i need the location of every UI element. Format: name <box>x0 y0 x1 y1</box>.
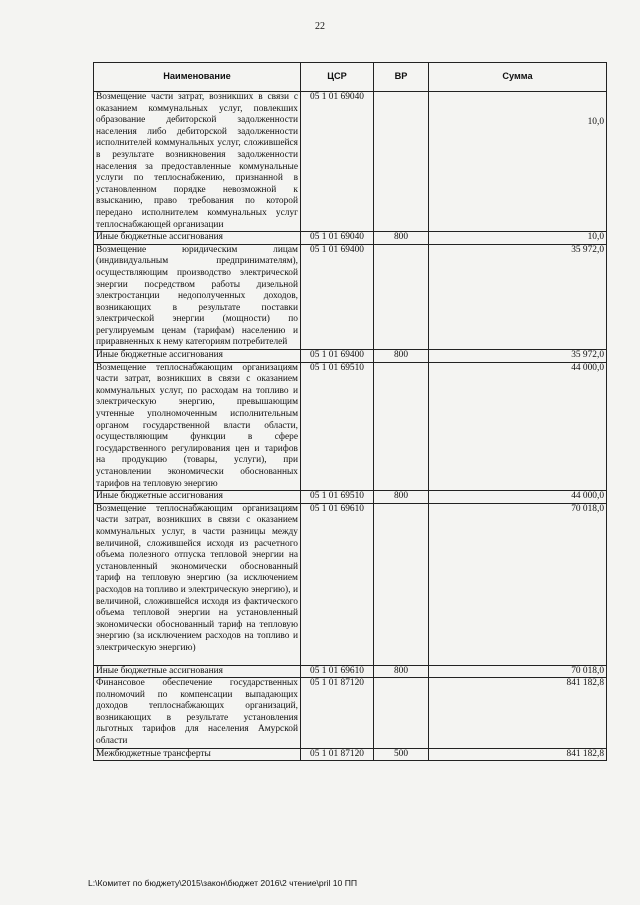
header-vr: ВР <box>374 63 429 92</box>
row-vr: 800 <box>374 350 429 363</box>
table-row <box>94 665 607 678</box>
page-number: 22 <box>315 21 325 32</box>
footer-file-path: L:\Комитет по бюджету\2015\закон\бюджет 2016\2 чтение\pril 10 ПП <box>88 878 358 888</box>
row-csr: 05 1 01 69040 <box>301 92 374 232</box>
row-name: Возмещение теплоснабжающим организациям части затрат, возникших в связи с оказанием коммунальных услуг, по расходам на топливо и электрическую энергию, превышающим учтенные уполномоченным исполнительным органом государственной власти области, осуществляющим функции в сфере государственного регулирования цен и тарифов на продукцию (товары, услуги), при установлении экономически обоснованных тарифов на тепловую энергию <box>94 362 301 491</box>
row-name: Иные бюджетные ассигнования <box>94 491 301 504</box>
row-name: Финансовое обеспечение государственных полномочий по компенсации выпадающих доходов теплоснабжающих организаций, возникающих в результате установления льготных тарифов для населения Амурской области <box>94 678 301 749</box>
row-sum: 10,0 <box>429 92 607 232</box>
row-name: Иные бюджетные ассигнования <box>94 350 301 363</box>
row-sum: 841 182,8 <box>429 748 607 761</box>
budget-table <box>93 62 607 761</box>
header-name: Наименование <box>94 63 301 92</box>
row-csr: 05 1 01 69510 <box>301 362 374 491</box>
row-name: Иные бюджетные ассигнования <box>94 232 301 245</box>
row-csr: 05 1 01 69400 <box>301 350 374 363</box>
row-sum: 70 018,0 <box>429 665 607 678</box>
row-vr: 800 <box>374 491 429 504</box>
row-vr <box>374 678 429 749</box>
row-vr: 800 <box>374 665 429 678</box>
table-row <box>94 232 607 245</box>
row-vr <box>374 92 429 232</box>
table-row <box>94 503 607 665</box>
row-sum: 44 000,0 <box>429 491 607 504</box>
row-csr: 05 1 01 69400 <box>301 244 374 349</box>
row-csr: 05 1 01 69040 <box>301 232 374 245</box>
row-name: Иные бюджетные ассигнования <box>94 665 301 678</box>
row-sum: 35 972,0 <box>429 350 607 363</box>
row-vr <box>374 362 429 491</box>
row-name: Межбюджетные трансферты <box>94 748 301 761</box>
row-csr: 05 1 01 69610 <box>301 503 374 665</box>
row-csr: 05 1 01 87120 <box>301 678 374 749</box>
row-csr: 05 1 01 69610 <box>301 665 374 678</box>
row-sum: 10,0 <box>429 232 607 245</box>
row-vr <box>374 244 429 349</box>
row-sum: 70 018,0 <box>429 503 607 665</box>
row-sum: 35 972,0 <box>429 244 607 349</box>
table-row <box>94 244 607 349</box>
table-row <box>94 350 607 363</box>
table-row <box>94 748 607 761</box>
row-name: Возмещение юридическим лицам (индивидуальным предпринимателям), осуществляющим производство электрической энергии посредством работы дизельной электростанции недополученных доходов, возникающих в результате поставки электрической энергии (мощности) по регулируемым ценам (тарифам) населению и приравненных к нему категориям потребителей <box>94 244 301 349</box>
row-csr: 05 1 01 69510 <box>301 491 374 504</box>
row-vr: 800 <box>374 232 429 245</box>
row-vr: 500 <box>374 748 429 761</box>
table-row <box>94 362 607 491</box>
row-vr <box>374 503 429 665</box>
table-row <box>94 678 607 749</box>
row-name: Возмещение части затрат, возникших в связи с оказанием коммунальных услуг, повлекших образование дебиторской задолженности населения либо дебиторской задолженности исполнителей коммунальных услуг, сложившейся в результате возникновения задолженности населения за предоставленные коммунальные услуги по теплоснабжению, признанной в установленном порядке невозможной к взысканию, право требования по которой передано исполнителем коммунальных услуг теплоснабжающей организации <box>94 92 301 232</box>
row-name: Возмещение теплоснабжающим организациям части затрат, возникших в связи с оказанием коммунальных услуг, в части разницы между величиной, сложившейся исходя из расчетного объема полезного отпуска тепловой энергии на установленный экономически обоснованный тариф на тепловую энергию (за исключением расходов на топливо и электрическую энергию), и величиной, сложившейся исходя из фактического объема тепловой энергии на установленный экономически обоснованный тариф на тепловую энергию (за исключением расходов на топливо и электрическую энергию) <box>94 503 301 665</box>
table-row <box>94 92 607 232</box>
header-csr: ЦСР <box>301 63 374 92</box>
row-sum: 841 182,8 <box>429 678 607 749</box>
table-row <box>94 491 607 504</box>
table-header-row <box>94 63 607 92</box>
row-sum: 44 000,0 <box>429 362 607 491</box>
header-sum: Сумма <box>429 63 607 92</box>
row-csr: 05 1 01 87120 <box>301 748 374 761</box>
